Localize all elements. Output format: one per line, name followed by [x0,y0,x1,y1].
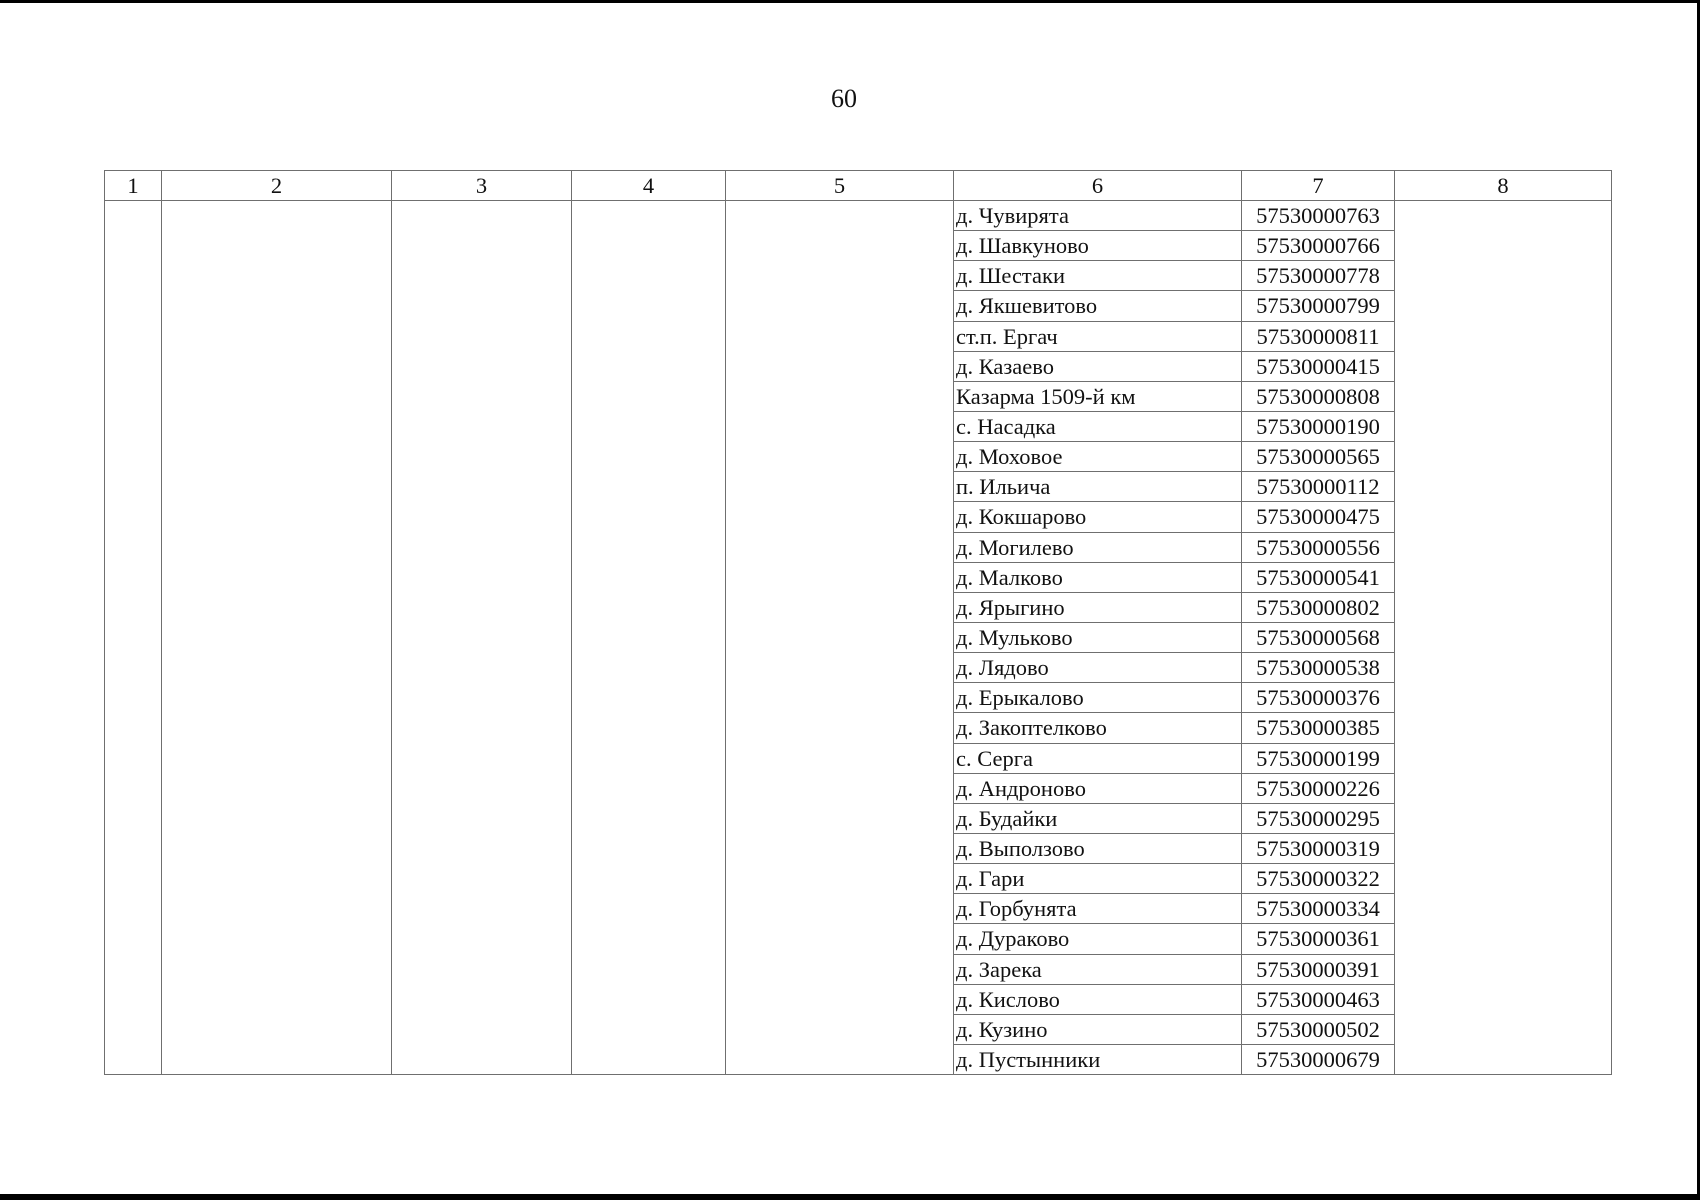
oktmo-code-cell: 57530000334 [1242,894,1395,924]
column-number-row [105,171,1612,201]
column-header: 6 [954,171,1242,201]
oktmo-code-cell: 57530000679 [1242,1044,1395,1074]
empty-column-cell [392,201,572,1075]
oktmo-code-cell: 57530000568 [1242,622,1395,652]
oktmo-code-cell: 57530000190 [1242,411,1395,441]
settlement-name-cell: д. Зарека [954,954,1242,984]
column-header: 2 [162,171,392,201]
settlement-name-cell: д. Пустынники [954,1044,1242,1074]
oktmo-code-cell: 57530000199 [1242,743,1395,773]
column-header: 5 [726,171,954,201]
settlement-name-cell: д. Казаево [954,351,1242,381]
table-row [105,201,1612,231]
oktmo-code-cell: 57530000541 [1242,562,1395,592]
oktmo-code-cell: 57530000385 [1242,713,1395,743]
oktmo-code-cell: 57530000565 [1242,442,1395,472]
scan-bottom-edge [0,1194,1700,1200]
settlement-name-cell: д. Гари [954,864,1242,894]
oktmo-code-cell: 57530000391 [1242,954,1395,984]
settlement-name-cell: Казарма 1509-й км [954,381,1242,411]
settlement-name-cell: д. Могилево [954,532,1242,562]
settlement-name-cell: д. Андроново [954,773,1242,803]
settlement-name-cell: д. Закоптелково [954,713,1242,743]
column-header: 1 [105,171,162,201]
settlement-name-cell: д. Шавкуново [954,231,1242,261]
oktmo-code-cell: 57530000319 [1242,833,1395,863]
settlement-name-cell: д. Малково [954,562,1242,592]
oktmo-code-cell: 57530000538 [1242,653,1395,683]
empty-column-cell [1395,201,1612,1075]
oktmo-code-cell: 57530000475 [1242,502,1395,532]
settlement-name-cell: д. Чувирята [954,201,1242,231]
settlement-name-cell: д. Кокшарово [954,502,1242,532]
column-header: 7 [1242,171,1395,201]
oktmo-code-cell: 57530000376 [1242,683,1395,713]
oktmo-code-cell: 57530000112 [1242,472,1395,502]
empty-column-cell [105,201,162,1075]
oktmo-code-cell: 57530000766 [1242,231,1395,261]
oktmo-code-cell: 57530000556 [1242,532,1395,562]
column-header: 8 [1395,171,1612,201]
settlement-name-cell: д. Якшевитово [954,291,1242,321]
settlement-name-cell: д. Ерыкалово [954,683,1242,713]
oktmo-code-cell: 57530000322 [1242,864,1395,894]
settlement-name-cell: д. Будайки [954,803,1242,833]
oktmo-code-cell: 57530000361 [1242,924,1395,954]
oktmo-code-cell: 57530000811 [1242,321,1395,351]
settlement-name-cell: д. Моховое [954,442,1242,472]
settlement-name-cell: д. Ярыгино [954,592,1242,622]
oktmo-code-cell: 57530000295 [1242,803,1395,833]
page-number: 60 [831,84,857,113]
settlement-name-cell: п. Ильича [954,472,1242,502]
settlement-name-cell: д. Шестаки [954,261,1242,291]
oktmo-code-cell: 57530000415 [1242,351,1395,381]
settlements-table [104,170,1612,1075]
oktmo-code-cell: 57530000502 [1242,1014,1395,1044]
empty-column-cell [726,201,954,1075]
oktmo-code-cell: 57530000226 [1242,773,1395,803]
scan-top-edge [0,0,1700,3]
settlement-name-cell: с. Насадка [954,411,1242,441]
settlement-name-cell: д. Кислово [954,984,1242,1014]
oktmo-code-cell: 57530000808 [1242,381,1395,411]
oktmo-code-cell: 57530000802 [1242,592,1395,622]
oktmo-code-cell: 57530000463 [1242,984,1395,1014]
empty-column-cell [162,201,392,1075]
oktmo-code-cell: 57530000763 [1242,201,1395,231]
settlement-name-cell: д. Выползово [954,833,1242,863]
column-header: 4 [572,171,726,201]
settlement-name-cell: д. Мульково [954,622,1242,652]
settlement-name-cell: д. Лядово [954,653,1242,683]
settlement-name-cell: д. Горбунята [954,894,1242,924]
column-header: 3 [392,171,572,201]
settlement-name-cell: с. Серга [954,743,1242,773]
table-body [105,201,1612,1075]
empty-column-cell [572,201,726,1075]
settlement-name-cell: д. Дураково [954,924,1242,954]
settlement-name-cell: ст.п. Ергач [954,321,1242,351]
oktmo-code-cell: 57530000799 [1242,291,1395,321]
settlement-name-cell: д. Кузино [954,1014,1242,1044]
oktmo-code-cell: 57530000778 [1242,261,1395,291]
